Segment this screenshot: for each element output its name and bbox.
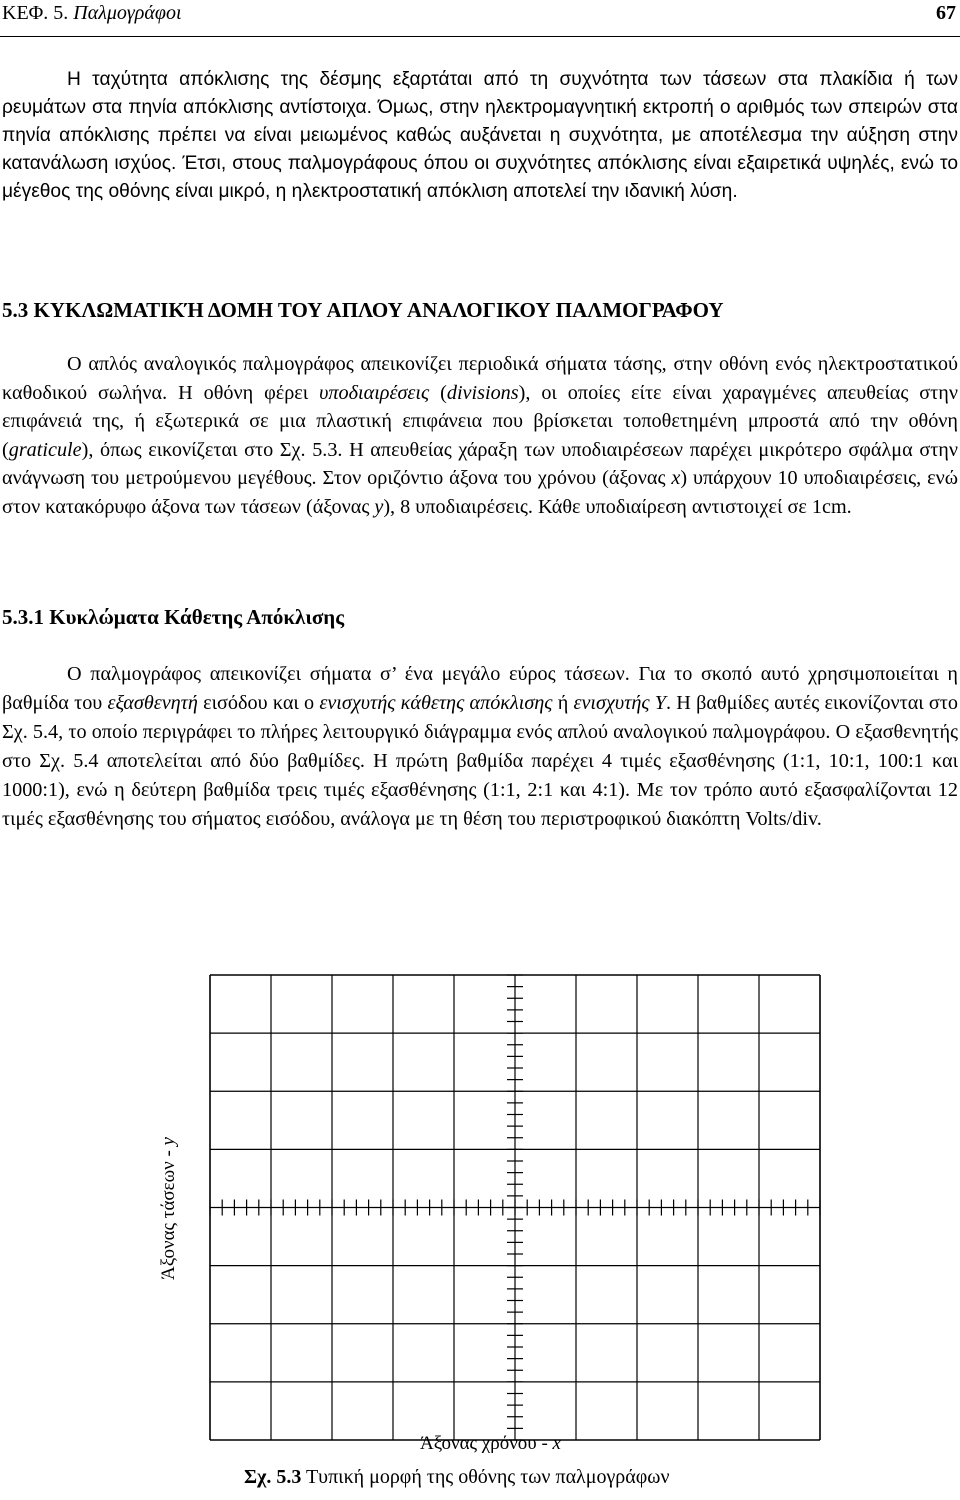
- paragraph-deflection-speed: Η ταχύτητα απόκλισης της δέσμης εξαρτάται από τη συχνότητα των τάσεων στα πλακίδια ή των ρευμάτων στα πηνία απόκλισης αντίστοιχα. Όμως, στην ηλεκτρομαγνητική εκτροπή ο αριθμός των σπειρών στα πηνία απόκλισης πρέπει να είναι μειωμένος καθώς αυξάνεται η συχνότητα, με αποτέλεσμα την αύξηση στην κατανάλωση ισχύος. Έτσι, στους παλμογράφους όπου οι συχνότητες απόκλισης είναι εξαιρετικά υψηλές, ενώ το μέγεθος της οθόνης είναι μικρό, η ηλεκτροστατική απόκλιση αποτελεί την ιδανική λύση.: [2, 69, 958, 202]
- caption-number: Σχ. 5.3: [244, 1466, 302, 1488]
- italic-term: y: [374, 495, 384, 518]
- text-run: ή: [552, 692, 574, 714]
- text-run: ), 8 υποδιαιρέσεις. Κάθε υποδιαίρεση αντιστοιχεί σε 1cm.: [383, 495, 852, 518]
- text-run: Ο παλμογράφος απεικονίζει σήματα σ’ ένα μεγάλο εύρος τάσεων. Για το σκοπό αυτό χρησιμοποιείται η βαθμίδα του: [2, 663, 958, 714]
- x-axis-label: [420, 1433, 561, 1455]
- italic-term: ενισχυτής κάθετης απόκλισης: [319, 692, 553, 714]
- paragraph-vertical-deflection: [2, 660, 958, 834]
- section-heading: 5.3 ΚΥΚΛΩΜΑΤΙΚΉ ΔΟΜΗ ΤΟΥ ΑΠΛΟΥ ΑΝΑΛΟΓΙΚΟΥ ΠΑΛΜΟΓΡΑΦΟΥ: [2, 298, 724, 322]
- text-run: ) υπάρχουν 10 υποδιαιρέσεις, ενώ στον κατακόρυφο άξονα των τάσεων (άξονας: [2, 467, 958, 518]
- figure-caption: [244, 1466, 670, 1489]
- y-axis-label: [158, 1137, 180, 1280]
- graticule-figure: [150, 960, 830, 1500]
- text-run: . Η βαθμίδες αυτές εικονίζονται στο Σχ. 5.4, το οποίο περιγράφει το πλήρες λειτουργικό διάγραμμα ενός απλού αναλογικού παλμογράφου. Ο εξασθενητής στο Σχ. 5.4 αποτελείται από δύο βαθμίδες. Η πρώτη βαθμίδα παρέχει 4 τιμές εξασθένησης (1:1, 10:1, 100:1 και 1000:1), ενώ η δεύτερη βαθμίδα τρεις τιμές εξασθένησης (1:1, 2:1 και 4:1). Με τον τρόπο αυτό εξασφαλίζονται 12 τιμές εξασθένησης του σήματος εισόδου, ανάλογα με τη θέση του περιστροφικού διακόπτη Volts/div.: [2, 692, 959, 830]
- italic-term: x: [671, 467, 681, 489]
- chapter-label: ΚΕΦ. 5.: [2, 2, 74, 24]
- caption-text: Τυπική μορφή της οθόνης των παλμογράφων: [301, 1466, 670, 1488]
- italic-term: υποδιαιρέσεις: [319, 381, 430, 404]
- text-run: Ο απλός αναλογικός παλμογράφος απεικονίζει περιοδικά σήματα τάσης, στην οθόνη ενός ηλεκτροστατικού καθοδικού σωλήνα. Η οθόνη φέρει: [2, 353, 958, 404]
- text-run: εισόδου και ο: [197, 692, 320, 714]
- graticule-grid: [210, 975, 820, 1440]
- italic-term: graticule: [8, 438, 82, 461]
- running-head: [2, 2, 182, 25]
- page-number: 67: [936, 2, 956, 24]
- text-run: ), οι οποίες είτε είναι χαραγμένες απευθείας στην επιφάνειά της, ή εξωτερικά σε μια πλαστική επιφάνεια που βρίσκεται τοποθετημένη μπροστά από την οθόνη (: [2, 381, 958, 461]
- page-header: [0, 0, 960, 37]
- paragraph-oscilloscope-screen: [2, 350, 958, 521]
- text-run: (: [429, 381, 447, 404]
- text-run: ), όπως εικονίζεται στο Σχ. 5.3. Η απευθείας χάραξη των υποδιαιρέσεων παρέχει μικρότερο σφάλμα στην ανάγνωση του μετρούμενου μεγέθους. Στον οριζόντιο άξονα του χρόνου (άξονας: [2, 438, 958, 489]
- y-axis-label-text: Άξονας τάσεων -: [158, 1145, 179, 1280]
- italic-term: εξασθενητή: [107, 692, 198, 714]
- italic-term: ενισχυτής Y: [573, 692, 667, 714]
- chapter-title: Παλμογράφοι: [73, 2, 182, 24]
- subsection-heading: 5.3.1 Κυκλώματα Κάθετης Απόκλισης: [2, 605, 345, 629]
- italic-term: divisions: [446, 381, 519, 404]
- x-axis-label-text: Άξονας χρόνου -: [420, 1433, 553, 1454]
- x-axis-variable: x: [552, 1433, 561, 1454]
- y-axis-variable: y: [158, 1137, 179, 1146]
